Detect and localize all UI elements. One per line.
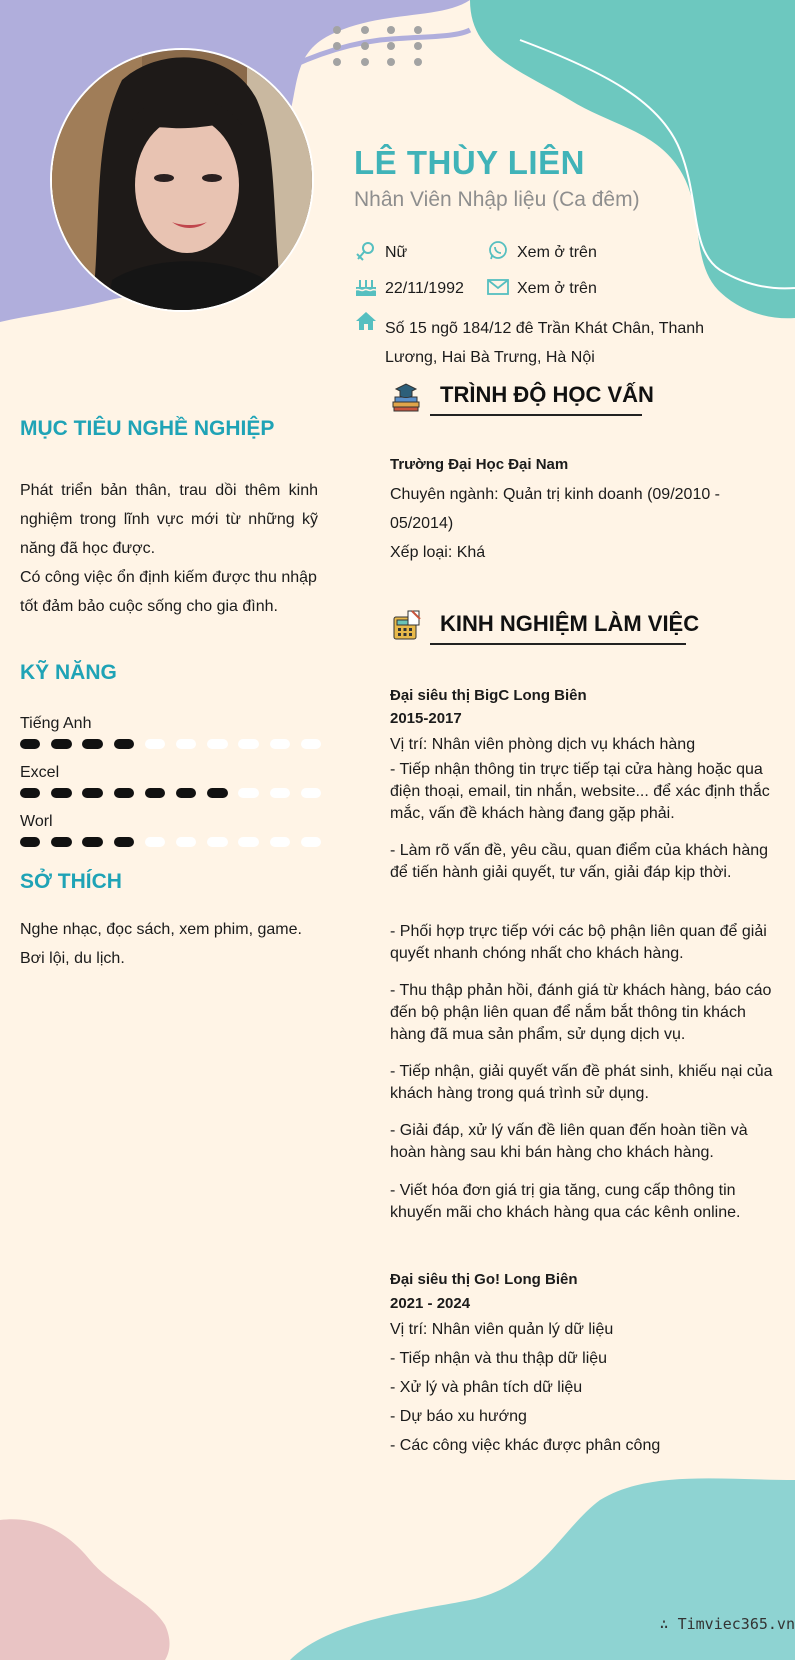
skill-segment-empty — [301, 837, 321, 847]
profile-photo — [52, 50, 312, 310]
hobbies-line-2: Bơi lội, du lịch. — [20, 950, 125, 967]
skill-bar — [20, 739, 322, 749]
skill-name: Tiếng Anh — [20, 715, 92, 732]
phone-value: Xem ở trên — [517, 244, 597, 261]
whatsapp-icon — [486, 240, 510, 262]
skill-segment-empty — [238, 739, 258, 749]
address-value: Số 15 ngõ 184/12 đê Trần Khát Chân, Thanh Lương, Hai Bà Trưng, Hà Nội — [385, 320, 705, 366]
job-task: - Tiếp nhận, giải quyết vấn đề phát sinh, khiếu nại của khách hàng trong quá trình sử dụng. — [390, 1063, 773, 1102]
objective-title: MỤC TIÊU NGHỀ NGHIỆP — [20, 417, 275, 440]
job-role: Vị trí: Nhân viên quản lý dữ liệu — [390, 1321, 614, 1338]
skill-segment-empty — [238, 837, 258, 847]
job-period: 2021 - 2024 — [390, 1295, 471, 1312]
job-task: - Tiếp nhận và thu thập dữ liệu — [390, 1350, 608, 1367]
job-title: Nhân Viên Nhập liệu (Ca đêm) — [354, 188, 640, 211]
job-role: Vị trí: Nhân viên phòng dịch vụ khách hàng — [390, 736, 696, 753]
skill-segment-filled — [114, 739, 134, 749]
education-grade: Xếp loại: Khá — [390, 544, 486, 561]
school-name: Trường Đại Học Đại Nam — [390, 456, 569, 473]
skill-name: Excel — [20, 764, 60, 781]
job-task: - Thu thập phản hồi, đánh giá từ khách hàng, báo cáo đến bộ phận liên quan để nắm bắt thông tin khách hàng đã mua sản phẩm, sử dụng dịch vụ. — [390, 982, 772, 1043]
skill-bar — [20, 788, 322, 798]
brand-text: Timviec365.vn — [677, 1615, 795, 1633]
skill-segment-empty — [301, 739, 321, 749]
pink-blob — [0, 1519, 170, 1660]
skill-segment-empty — [176, 739, 196, 749]
skills-title: KỸ NĂNG — [20, 661, 117, 684]
job-task: - Dự báo xu hướng — [390, 1408, 527, 1425]
skill-bar — [20, 837, 322, 847]
skill-segment-filled — [82, 788, 102, 798]
skill-segment-empty — [145, 739, 165, 749]
skill-segment-empty — [301, 788, 321, 798]
job-company: Đại siêu thị BigC Long Biên — [390, 687, 587, 704]
skill-segment-filled — [20, 788, 40, 798]
skill-segment-filled — [82, 837, 102, 847]
education-major: Chuyên ngành: Quản trị kinh doanh (09/2010 - 05/2014) — [390, 486, 721, 532]
candidate-name: LÊ THÙY LIÊN — [354, 144, 585, 181]
birthday-value: 22/11/1992 — [385, 280, 464, 297]
education-title: TRÌNH ĐỘ HỌC VẤN — [440, 382, 654, 407]
job-task: - Giải đáp, xử lý vấn đề liên quan đến hoàn tiền và hoàn hàng sau khi bán hàng cho khách hàng. — [390, 1122, 748, 1161]
skill-segment-empty — [145, 837, 165, 847]
skill-segment-empty — [176, 837, 196, 847]
dot-grid — [328, 24, 428, 74]
job-task: - Phối hợp trực tiếp với các bộ phận liên quan để giải quyết nhanh chóng nhất cho khách hàng. — [390, 923, 767, 962]
envelope-icon — [486, 276, 510, 298]
logo-icon: ∴ — [659, 1615, 669, 1633]
education-underline — [430, 414, 642, 416]
hobbies-title: SỞ THÍCH — [20, 870, 122, 893]
experience-title: KINH NGHIỆM LÀM VIỆC — [440, 611, 700, 636]
objective-text-1: Phát triển bản thân, trau dồi thêm kinh nghiệm trong lĩnh vực mới từ những kỹ năng đã học được. — [20, 482, 318, 557]
job-task: - Xử lý và phân tích dữ liệu — [390, 1379, 583, 1396]
birthday-cake-icon — [354, 276, 378, 298]
calculator-icon — [390, 609, 422, 641]
footer-brand[interactable] — [660, 1615, 795, 1633]
job-task: - Các công việc khác được phân công — [390, 1437, 661, 1454]
skill-segment-filled — [145, 788, 165, 798]
experience-header — [390, 607, 700, 647]
skill-segment-empty — [270, 788, 290, 798]
gender-icon — [354, 240, 378, 262]
job-task: - Tiếp nhận thông tin trực tiếp tại cửa hàng hoặc qua điện thoại, email, tin nhắn, website... để xác định thắc mắc, vấn đề khách hàng đang gặp phải. — [390, 761, 770, 822]
skill-segment-empty — [270, 837, 290, 847]
job-task: - Viết hóa đơn giá trị gia tăng, cung cấp thông tin khuyến mãi cho khách hàng qua các kênh online. — [390, 1182, 741, 1221]
skill-segment-empty — [207, 739, 227, 749]
skill-segment-filled — [51, 739, 71, 749]
skill-segment-filled — [20, 739, 40, 749]
job-task: - Làm rõ vấn đề, yêu cầu, quan điểm của khách hàng để tiến hành giải quyết, tư vấn, giải đáp kịp thời. — [390, 842, 769, 881]
skill-segment-empty — [238, 788, 258, 798]
graduation-books-icon — [390, 380, 422, 412]
gender-value: Nữ — [385, 244, 408, 261]
skill-segment-filled — [20, 837, 40, 847]
objective-text-2: Có công việc ổn định kiếm được thu nhập tốt đảm bảo cuộc sống cho gia đình. — [20, 569, 317, 615]
skill-segment-filled — [51, 788, 71, 798]
skill-segment-filled — [114, 788, 134, 798]
skill-name: Worl — [20, 813, 53, 830]
skill-segment-empty — [207, 837, 227, 847]
skill-segment-filled — [114, 837, 134, 847]
skill-segment-filled — [176, 788, 196, 798]
skill-segment-filled — [51, 837, 71, 847]
skill-segment-filled — [82, 739, 102, 749]
hobbies-line-1: Nghe nhạc, đọc sách, xem phim, game. — [20, 921, 302, 938]
experience-underline — [430, 643, 686, 645]
job-company: Đại siêu thị Go! Long Biên — [390, 1271, 578, 1288]
email-value: Xem ở trên — [517, 280, 597, 297]
skill-segment-filled — [207, 788, 227, 798]
home-icon — [354, 310, 378, 332]
education-header — [390, 378, 654, 418]
job-period: 2015-2017 — [390, 710, 462, 727]
skill-segment-empty — [270, 739, 290, 749]
